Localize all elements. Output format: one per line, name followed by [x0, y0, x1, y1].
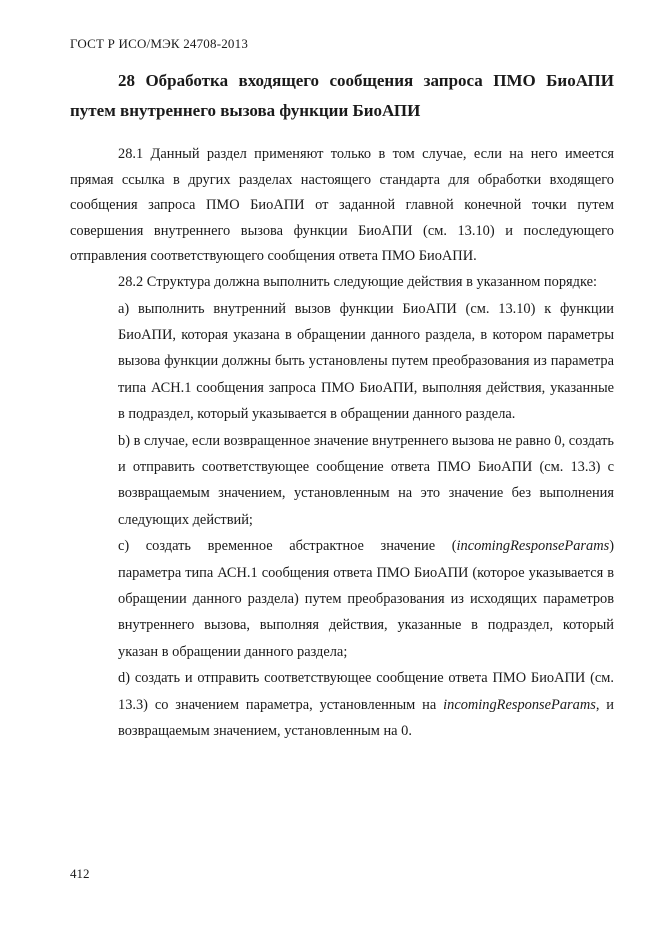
section-body — [70, 142, 614, 744]
list-item-c-text-start: c) создать временное абстрактное значение ( — [118, 538, 457, 555]
section-title-line-2: путем внутреннего вызова функции БиоАПИ — [70, 101, 421, 120]
list-item-c-param-name: incomingResponseParams — [456, 538, 610, 555]
list-item-b: b) в случае, если возвращенное значение внутреннего вызова не равно 0, создать и отправить соответствующее сообщение ответа ПМО БиоАПИ (см. 13.3) с возвращаемым значением, установленным на это значение без выполнения следующих действий; — [118, 432, 614, 528]
paragraph-28-1: 28.1 Данный раздел применяют только в том случае, если на него имеется прямая ссылка в других разделах настоящего стандарта для обработки входящего сообщения запроса ПМО БиоАПИ от заданной главной конечной точки путем совершения внутреннего вызова функции БиоАПИ (см. 13.10) и последующего отправления соответствующего сообщения ответа ПМО БиоАПИ. — [70, 146, 614, 265]
list-item-d-text-end: , и возвращаемым значением, установленным на 0. — [118, 696, 614, 740]
list-item-d-param-name: incomingResponseParams — [443, 696, 596, 713]
page-number: 412 — [70, 866, 90, 881]
paragraph-28-2: 28.2 Структура должна выполнить следующие действия в указанном порядке: — [118, 273, 597, 290]
list-item-d-text-start: d) создать и отправить соответствующее сообщение ответа ПМО БиоАПИ (см. 13.3) со значением параметра, установленным на — [118, 670, 614, 713]
section-title — [70, 66, 614, 126]
section-title-line-1: 28 Обработка входящего сообщения запроса ПМО БиоАПИ — [118, 71, 614, 90]
list-item-c-text-end: ) параметра типа АСН.1 сообщения ответа ПМО БиоАПИ (которое указывается в обращении данного раздела) путем преобразования из исходящих параметров внутреннего вызова, выполняя действия, указанные в подраздел, который указан в обращении данного раздела; — [118, 538, 614, 660]
list-item-d — [118, 665, 614, 744]
document-header: ГОСТ Р ИСО/МЭК 24708-2013 — [70, 36, 249, 51]
list-item-c — [118, 533, 614, 665]
list-item-a: a) выполнить внутренний вызов функции БиоАПИ (см. 13.10) к функции БиоАПИ, которая указана в обращении данного раздела, в котором параметры вызова функции должны быть установлены путем преобразования из параметра типа АСН.1 сообщения запроса ПМО БиоАПИ, выполняя действия, указанные в подраздел, который указывается в обращении данного раздела. — [118, 300, 614, 423]
